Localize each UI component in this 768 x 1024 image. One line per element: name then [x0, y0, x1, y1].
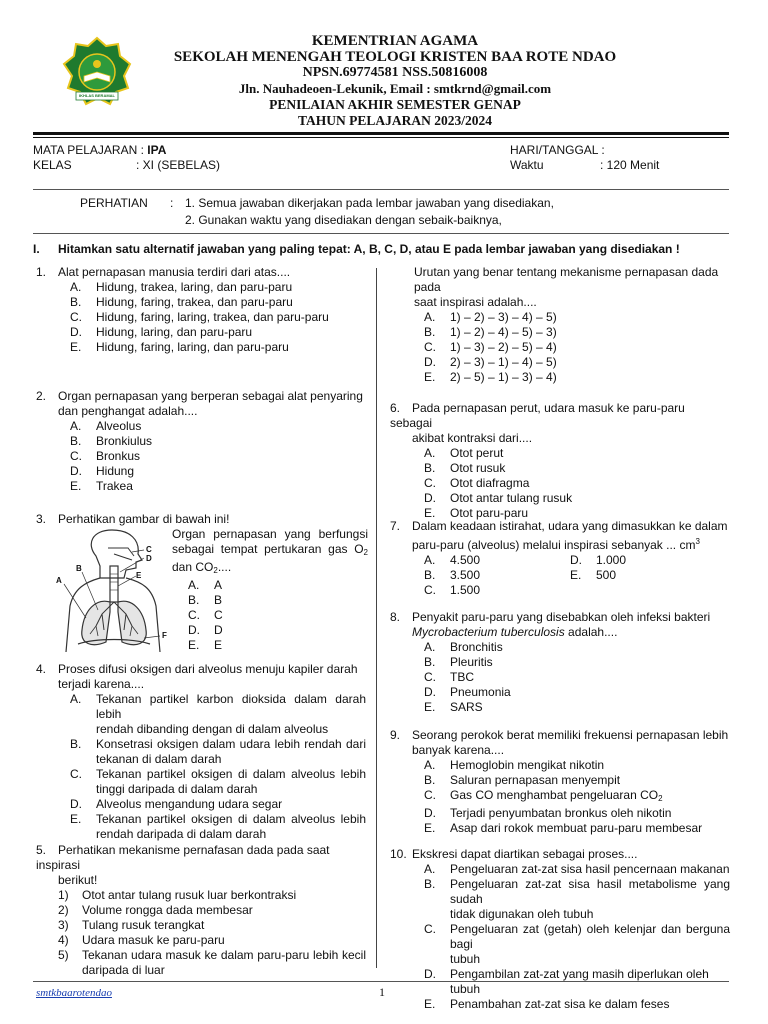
- figure-label-f: F: [162, 631, 167, 640]
- subject-label: MATA PELAJARAN :: [33, 143, 144, 157]
- question-stem-cont: paru-paru (alveolus) melalui inspirasi sebanyak ... $cm^3$: [412, 537, 700, 552]
- notice-rule: [33, 233, 729, 234]
- option[interactable]: A. 1) – 2) – 3) – 4) – 5): [424, 310, 557, 324]
- header-rule-thick: [33, 132, 729, 135]
- question-number: 10.: [390, 847, 407, 861]
- question-stem: Ekskresi dapat diartikan sebagai proses....: [412, 847, 638, 861]
- figure-label-a: A: [56, 576, 62, 585]
- statement-item: 2) Volume rongga dada membesar: [58, 903, 253, 917]
- day-date-label: HARI/TANGGAL :: [510, 143, 605, 157]
- option[interactable]: C. Bronkus: [70, 449, 141, 463]
- time-value: : 120 Menit: [600, 158, 660, 172]
- option[interactable]: B. Hidung, faring, trakea, dan paru-paru: [70, 295, 293, 309]
- option[interactable]: A. Alveolus: [70, 419, 142, 433]
- question-6: [390, 401, 730, 521]
- notice-colon: :: [170, 196, 174, 210]
- option[interactable]: B. Pleuritis: [424, 655, 493, 669]
- option[interactable]: C. TBC: [424, 670, 474, 684]
- option[interactable]: B. Bronkiulus: [70, 434, 153, 448]
- option[interactable]: C. Hidung, faring, laring, trakea, dan paru-paru: [70, 310, 329, 324]
- question-8: [390, 610, 730, 715]
- time-label: Waktu: [510, 158, 544, 172]
- question-stem: Penyakit paru-paru yang disebabkan oleh infeksi bakteri: [412, 610, 711, 624]
- option[interactable]: D. Alveolus mengandung udara segar: [70, 797, 283, 811]
- question-stem-cont: sebagai tempat pertukaran gas $O_2$: [172, 542, 368, 557]
- option[interactable]: B. 3.500: [424, 568, 481, 582]
- option[interactable]: C. Gas CO menghambat pengeluaran $CO_2$: [424, 788, 663, 803]
- option[interactable]: B. Konsetrasi oksigen dalam udara lebih rendah dari tekanan di dalam darah: [70, 737, 366, 766]
- figure-label-e: E: [136, 571, 142, 580]
- question-stem: Alat pernapasan manusia terdiri dari atas....: [58, 265, 291, 279]
- academic-year: TAHUN PELAJARAN 2023/2024: [297, 113, 492, 128]
- option[interactable]: C. Pengeluaran zat (getah) oleh kelenjar dan berguna bagi tubuh: [424, 922, 730, 966]
- option[interactable]: A. Hemoglobin mengikat nikotin: [424, 758, 605, 772]
- question-5-continued: [414, 265, 730, 385]
- question-stem: Seorang perokok berat memiliki frekuensi pernapasan lebih: [412, 728, 729, 742]
- option[interactable]: E. 500: [570, 568, 617, 582]
- option[interactable]: A. Pengeluaran zat-zat sisa hasil pencernaan makanan: [424, 862, 730, 876]
- school-logo: [62, 36, 132, 110]
- statement-item: 4) Udara masuk ke paru-paru: [58, 933, 225, 947]
- question-1: [36, 265, 366, 355]
- notice-item-1: 1. Semua jawaban dikerjakan pada lembar jawaban yang disediakan,: [185, 196, 554, 210]
- option[interactable]: A. 4.500: [424, 553, 481, 567]
- option[interactable]: E. Penambahan zat-zat sisa ke dalam feses: [424, 997, 670, 1011]
- option[interactable]: B. 1) – 2) – 4) – 5) – 3): [424, 325, 557, 339]
- page-number: 1: [379, 985, 385, 999]
- figure-label-b: B: [76, 564, 82, 573]
- option[interactable]: D. 1.000: [570, 553, 627, 567]
- option[interactable]: B. Saluran pernapasan menyempit: [424, 773, 621, 787]
- option[interactable]: D. Terjadi penyumbatan bronkus oleh nikotin: [424, 806, 672, 820]
- question-number: 5.: [36, 843, 47, 857]
- exam-title: PENILAIAN AKHIR SEMESTER GENAP: [269, 97, 521, 112]
- question-number: 4.: [36, 662, 47, 676]
- letterhead: [130, 33, 660, 129]
- question-stem-cont: banyak karena....: [412, 743, 505, 757]
- question-stem: Perhatikan mekanisme pernafasan dada pada saat inspirasi: [36, 843, 330, 872]
- question-4: [36, 662, 366, 842]
- question-stem-cont: dan penghangat adalah....: [58, 404, 198, 418]
- option[interactable]: D. Hidung: [70, 464, 135, 478]
- notice-item-2: 2. Gunakan waktu yang disediakan dengan sebaik-baiknya,: [185, 213, 502, 227]
- option[interactable]: D. Pengambilan zat-zat yang masih diperlukan oleh tubuh: [424, 967, 709, 996]
- subject-value: IPA: [147, 143, 167, 157]
- statement-item: 5) Tekanan udara masuk ke dalam paru-paru lebih kecil daripada di luar: [58, 948, 366, 977]
- question-2: [36, 389, 366, 494]
- question-stem-cont-2: dan $CO_2$....: [172, 560, 232, 575]
- option[interactable]: C. 1.500: [424, 583, 481, 597]
- question-10: [390, 847, 730, 1012]
- statement-item: 3) Tulang rusuk terangkat: [58, 918, 205, 932]
- question-stem-cont: saat inspirasi adalah....: [414, 295, 537, 309]
- question-7: [390, 519, 730, 598]
- respiratory-system-figure: [56, 526, 172, 654]
- question-stem: Organ pernapasan yang berfungsi: [172, 527, 368, 541]
- question-3-text: [172, 527, 368, 653]
- notice-label: PERHATIAN: [80, 196, 148, 210]
- class-value: : XI (SEBELAS): [136, 158, 221, 172]
- option[interactable]: A. Tekanan partikel karbon dioksida dalam darah lebih rendah dibanding dengan di dalam alveolus: [70, 692, 366, 736]
- option[interactable]: B. Otot rusuk: [424, 461, 506, 475]
- school-address: Jln. Nauhadeoen-Lekunik, Email : smtkrnd@gmail.com: [238, 81, 552, 96]
- subject-row: [33, 143, 166, 158]
- option[interactable]: C. 1) – 3) – 2) – 5) – 4): [424, 340, 557, 354]
- question-stem-cont: berikut!: [58, 873, 98, 887]
- question-stem: Proses difusi oksigen dari alveolus menuju kapiler darah: [58, 662, 358, 676]
- question-stem-cont: Mycrobacterium tuberculosis adalah....: [412, 625, 618, 639]
- option[interactable]: E. SARS: [424, 700, 483, 714]
- option[interactable]: B. Pengeluaran zat-zat sisa hasil metabolisme yang sudah tidak digunakan oleh tubuh: [424, 877, 730, 921]
- option[interactable]: E. Otot paru-paru: [424, 506, 529, 520]
- logo-caption: IKHLAS BERAMAL: [79, 93, 115, 98]
- question-stem-cont: akibat kontraksi dari....: [412, 431, 533, 445]
- ministry-name: KEMENTRIAN AGAMA: [311, 33, 479, 49]
- question-number: 6.: [390, 401, 401, 415]
- question-stem: Perhatikan gambar di bawah ini!: [58, 512, 230, 526]
- option[interactable]: A. Bronchitis: [424, 640, 503, 654]
- school-name: SEKOLAH MENENGAH TEOLOGI KRISTEN BAA ROTE NDAO: [173, 49, 617, 65]
- option[interactable]: D. Hidung, laring, dan paru-paru: [70, 325, 253, 339]
- statement-item: 1) Otot antar tulang rusuk luar berkontraksi: [58, 888, 297, 902]
- footer-rule: [33, 981, 729, 982]
- option[interactable]: E. E: [188, 638, 223, 652]
- question-stem: Organ pernapasan yang berperan sebagai alat penyaring: [58, 389, 363, 403]
- option[interactable]: E. Trakea: [70, 479, 133, 493]
- question-number: 8.: [390, 610, 401, 624]
- footer-link[interactable]: smtkbaarotendao: [36, 987, 112, 999]
- option[interactable]: D. 2) – 3) – 1) – 4) – 5): [424, 355, 557, 369]
- question-stem: Pada pernapasan perut, udara masuk ke paru-paru sebagai: [390, 401, 685, 430]
- info-rule: [33, 189, 729, 190]
- question-number: 1.: [36, 265, 47, 279]
- header-rule-thin: [33, 137, 729, 138]
- question-number: 9.: [390, 728, 401, 742]
- question-number: 2.: [36, 389, 47, 403]
- option[interactable]: E. 2) – 5) – 1) – 3) – 4): [424, 370, 557, 384]
- option[interactable]: C. Otot diafragma: [424, 476, 530, 490]
- option[interactable]: E. Tekanan partikel oksigen di dalam alveolus lebih rendah daripada di dalam darah: [70, 812, 366, 841]
- option[interactable]: E. Hidung, faring, laring, dan paru-paru: [70, 340, 289, 354]
- question-9: [390, 728, 730, 836]
- question-stem-cont: terjadi karena....: [58, 677, 145, 691]
- option[interactable]: C. C: [188, 608, 223, 622]
- question-stem: Dalam keadaan istirahat, udara yang dimasukkan ke dalam: [412, 519, 728, 533]
- section-number: I.: [33, 242, 40, 256]
- figure-label-d: D: [146, 554, 152, 563]
- option[interactable]: A. A: [188, 578, 223, 592]
- option[interactable]: A. Otot perut: [424, 446, 504, 460]
- option[interactable]: B. B: [188, 593, 223, 607]
- option[interactable]: C. Tekanan partikel oksigen di dalam alveolus lebih tinggi daripada di dalam darah: [70, 767, 366, 796]
- figure-label-c: C: [146, 545, 152, 554]
- section-instruction: Hitamkan satu alternatif jawaban yang paling tepat: A, B, C, D, atau E pada lembar jawaban yang disediakan !: [58, 242, 680, 256]
- class-label: KELAS: [33, 158, 72, 172]
- option[interactable]: E. Asap dari rokok membuat paru-paru membesar: [424, 821, 703, 835]
- school-ids: NPSN.69774581 NSS.50816008: [302, 65, 488, 80]
- option[interactable]: D. D: [188, 623, 223, 637]
- question-number: 7.: [390, 519, 401, 533]
- question-3: [36, 512, 366, 527]
- question-number: 3.: [36, 512, 47, 526]
- question-stem: Urutan yang benar tentang mekanisme pernapasan dada pada: [414, 265, 719, 294]
- option[interactable]: D. Pneumonia: [424, 685, 511, 699]
- column-divider: [376, 268, 377, 968]
- option[interactable]: D. Otot antar tulang rusuk: [424, 491, 573, 505]
- question-5: [36, 843, 366, 978]
- option[interactable]: A. Hidung, trakea, laring, dan paru-paru: [70, 280, 293, 294]
